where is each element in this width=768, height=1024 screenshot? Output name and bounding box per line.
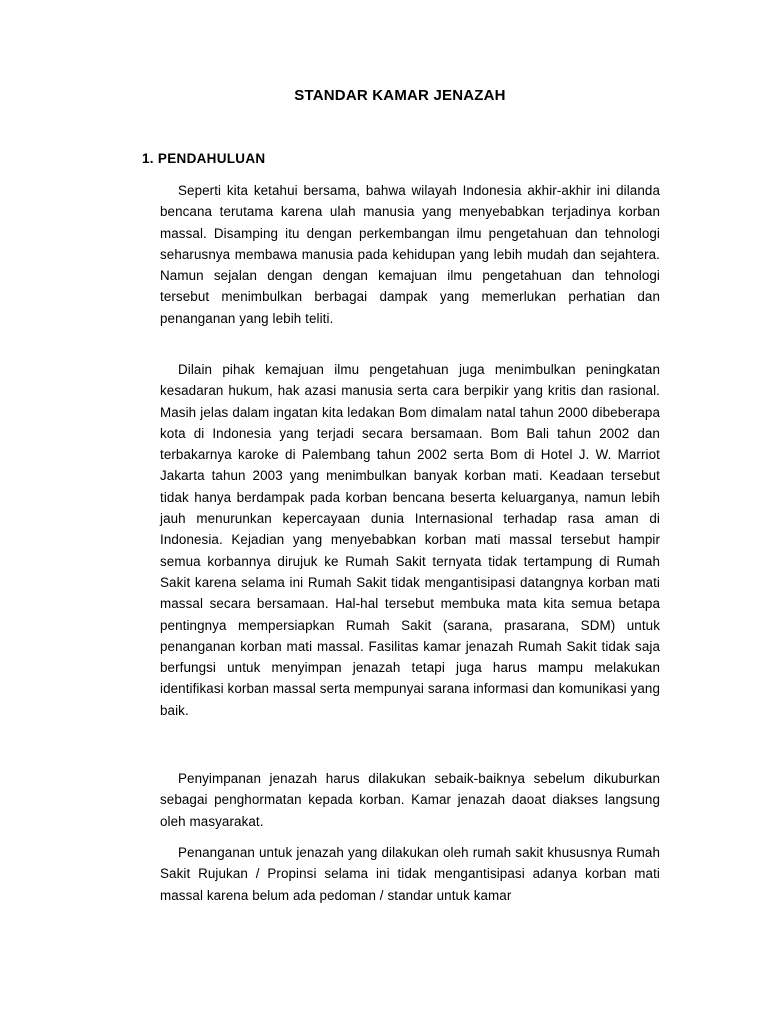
paragraph-4: Penanganan untuk jenazah yang dilakukan oleh rumah sakit khususnya Rumah Sakit Rujukan / Propinsi selama ini tidak mengantisipasi adanya korban mati massal karena belum ada pedoman / standar untuk kamar [160, 845, 660, 903]
section-heading: 1. PENDAHULUAN [142, 151, 266, 166]
document-title: STANDAR KAMAR JENAZAH [294, 87, 506, 104]
paragraph-3: Penyimpanan jenazah harus dilakukan sebaik-baiknya sebelum dikuburkan sebagai penghormatan kepada korban. Kamar jenazah daoat diakses langsung oleh masyarakat. [160, 771, 660, 829]
paragraph-2: Dilain pihak kemajuan ilmu pengetahuan juga menimbulkan peningkatan kesadaran hukum, hak azasi manusia serta cara berpikir yang kritis dan rasional. Masih jelas dalam ingatan kita ledakan Bom dimalam natal tahun 2000 dibeberapa kota di Indonesia yang terjadi secara bersamaan. Bom Bali tahun 2002 dan terbakarnya karoke di Palembang tahun 2002 serta Bom di Hotel J. W. Marriot Jakarta tahun 2003 yang menimbulkan banyak korban mati. Keadaan tersebut tidak hanya berdampak pada korban bencana beserta keluarganya, namun lebih jauh menurunkan kepercayaan dunia Internasional terhadap rasa aman di Indonesia. Kejadian yang menyebabkan korban mati massal tersebut hampir semua korbannya dirujuk ke Rumah Sakit ternyata tidak tertampung di Rumah Sakit karena selama ini Rumah Sakit tidak mengantisipasi datangnya korban mati massal secara bersamaan. Hal-hal tersebut membuka mata kita semua betapa pentingnya mempersiapkan Rumah Sakit (sarana, prasarana, SDM) untuk penanganan korban mati massal. Fasilitas kamar jenazah Rumah Sakit tidak saja berfungsi untuk menyimpan jenazah tetapi juga harus mampu melakukan identifikasi korban massal serta mempunyai sarana informasi dan komunikasi yang baik. [160, 362, 660, 718]
paragraph-1: Seperti kita ketahui bersama, bahwa wilayah Indonesia akhir-akhir ini dilanda bencana terutama karena ulah manusia yang menyebabkan terjadinya korban massal. Disamping itu dengan perkembangan ilmu pengetahuan dan tehnologi seharusnya membawa manusia pada kehidupan yang lebih mudah dan sejahtera. Namun sejalan dengan dengan kemajuan ilmu pengetahuan dan tehnologi tersebut menimbulkan berbagai dampak yang memerlukan perhatian dan penanganan yang lebih teliti. [160, 183, 660, 326]
